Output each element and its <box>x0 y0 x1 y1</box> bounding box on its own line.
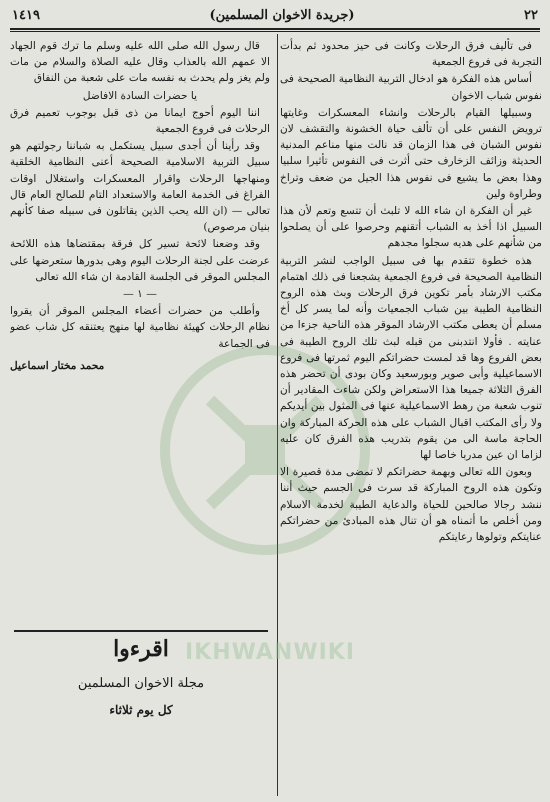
right-paragraph: غير أن الفكرة ان شاء الله لا تلبث أن تتسع وتعم لأن هذا السبيل اذا أخذ به الشباب أتقنهم وحرصوا على أن يصلحوا من شأنهم على هديه سجلوا مجدهم <box>280 205 542 250</box>
left-paragraph: وقد وضعنا لائحة تسير كل فرقة بمقتضاها هذه اللائحة عرضت على لجنة الرحلات اليوم وهى بدورها ستعرضها على المجلس الموقر فى الجلسة القادمة ان شاء الله تعالى <box>10 238 270 283</box>
left-paragraph: قال رسول الله صلى الله عليه وسلم ما ترك قوم الجهاد الا عمهم الله بالعذاب وقال عليه الصلاة والسلام من مات ولم يغز ولم يحدث به نفسه مات على شعبة من النفاق <box>10 40 270 85</box>
left-paragraph: اننا اليوم أحوج ايمانا من ذى قبل بوجوب تعميم فرق الرحلات فى فروع الجمعية <box>10 106 270 136</box>
page-number: ٢٢ <box>524 7 538 23</box>
right-paragraph: فى تأليف فرق الرحلات وكانت فى حيز محدود ثم بدأت التجربة فى فروع الجمعية <box>280 40 542 69</box>
column-divider <box>277 34 278 796</box>
author-signature: محمد مختار اسماعيل <box>10 359 105 372</box>
header-rule-thin <box>10 31 540 32</box>
watermark-text: IKHWANWIKI <box>184 640 356 665</box>
page-header <box>12 4 538 26</box>
advert-title: اقرءوا <box>113 636 169 662</box>
salutation: يا حضرات السادة الافاضل <box>82 89 198 102</box>
left-paragraph: وقد رأينا أن أجدى سبيل يستكمل به شباننا رجولتهم هو سبيل التربية الاسلامية الصحيحة أعنى النظامية الخلقية ومنهاجها الرحلات واقرار المعسكرات واستغلال اوقات الفراغ فى الخدمة العامة والاستعداد التام للصالح العام قال تعالى — (ان الله يحب الذين يقاتلون فى سبيله صفا كأنهم بنيان مرصوص) <box>10 140 270 234</box>
left-column <box>10 38 270 375</box>
right-column <box>280 38 542 546</box>
advert-box <box>10 636 272 717</box>
advert-magazine: مجلة الاخوان المسلمين <box>77 676 205 691</box>
right-paragraph: هذه خطوة تتقدم بها فى سبيل الواجب لنشر التربية النظامية الصحيحة فى فروع الجمعية يشجعنا فى ذلك اهتمام مكتب الارشاد بأمر تكوين فرق الرحلات وبث هذه الروح النظامية الطيبة بين شباب الجمعيات وأنه لما يسر كل أخ مسلم أن يعطى مكتب الارشاد الموقر هذه الناحية جزءا من عنايته . فأولا انتدبنى من قبله لبث تلك الروح الطيبة فى بعض الفروع وها قد لمست حضراتكم اليوم ثمرتها فى فروع الاسماعيلية وأبى صوير وبورسعيد وكان بودى أن تحضر هذه الفرق الثلاثة جميعا هذا الاستعراض ولكن شاءت المقادير أن تنوب شعبة من رهط الاسماعيلية عنها فى المثول بين أيديكم ولا رأى المكتب اقبال الشباب على هذه الحركة المباركة وان الحاجة ماسة الى من يقوم بتدريب هذه الفرق كان عليه لزاما ان عين مدربا خاصا لها <box>280 254 542 462</box>
advert-schedule: كل يوم ثلاثاء <box>109 703 173 717</box>
newspaper-title: (جريدة الاخوان المسلمين) <box>209 7 355 23</box>
section-marker: — ١ — <box>123 288 157 301</box>
left-paragraph: وأطلب من حضرات أعضاء المجلس الموقر أن يقروا نظام الرحلات كهيئة نظامية لها منهج يعتنقه كل شاب عضو فى الجماعة <box>10 305 270 350</box>
right-paragraph: وبعون الله تعالى وبهمة حضراتكم لا تمضى مدة قصيرة الا وتكون هذه الروح المباركة قد سرت فى الجسم حيث أننا ننشد رجالا صالحين للحياة والدعاية الطيبة لخدمة الاسلام ومن أخلص ما أتمناه هو أن تنال هذه المبادئ من حضراتكم عنايتكم وتولوها رعايتكم <box>280 466 542 544</box>
right-paragraph: أساس هذه الفكرة هو ادخال التربية النظامية الصحيحة فى نفوس شباب الاخوان <box>280 73 542 102</box>
advert-rule <box>14 630 268 632</box>
header-rule <box>10 28 540 30</box>
right-paragraph: وسبيلها القيام بالرحلات وانشاء المعسكرات وغايتها ترويض النفس على أن تألف حياة الخشونة والتقشف لان نفوس الشبان فى هذا الزمان قد نالت منها مناعم المدنية الحديثة وزائف الزخارف حتى أثرت فى النفوس تأثيرا سلبيا وهذا بعض ما يشيع فى نفوس هذا الجيل من ضعف وتراخ وطراوة ولين <box>280 106 542 200</box>
issue-year: ١٤١٩ <box>12 7 40 23</box>
